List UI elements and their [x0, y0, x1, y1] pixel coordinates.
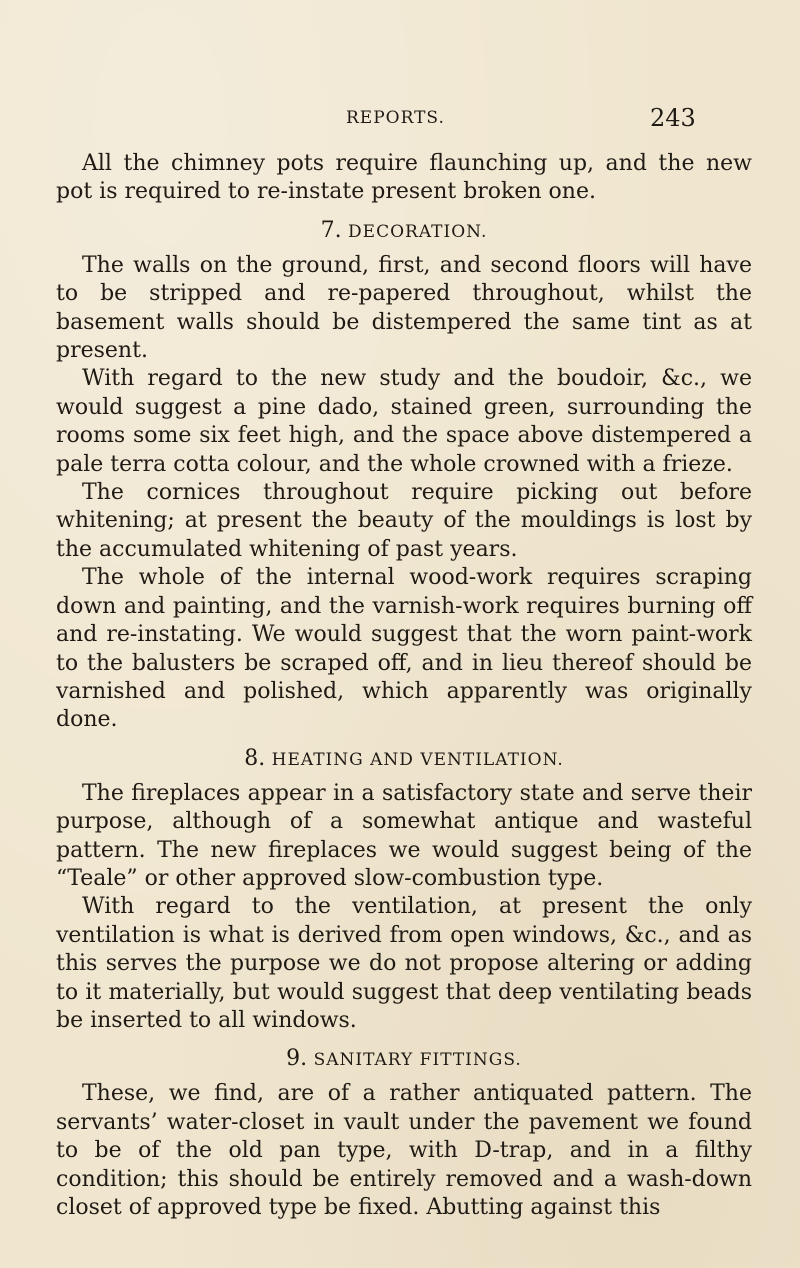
section-heading-sanitary — [56, 1045, 752, 1074]
section-title: HEATING AND VENTILATION. — [271, 749, 564, 770]
page-body — [56, 150, 752, 1222]
section-number: 8. — [244, 745, 266, 771]
running-head: REPORTS. — [346, 108, 445, 128]
section-title: DECORATION. — [348, 221, 488, 242]
section-number: 7. — [320, 217, 342, 243]
paragraph-ventilation: With regard to the ventilation, at present the only ventilation is what is derived from open windows, &c., and as this serves the purpose we do not propose altering or adding to it materially, but would suggest that deep ventilating beads be inserted to all windows. — [56, 894, 752, 1033]
paragraph-sanitary-fittings: These, we find, are of a rather antiquated pattern. The servants’ water-closet in vault under the pavement we found to be of the old pan type, with D-trap, and in a filthy condition; this should be entirely removed and a wash-down closet of approved type be fixed. Abutting against this — [56, 1081, 752, 1220]
section-heading-decoration — [56, 217, 752, 246]
section-title: SANITARY FITTINGS. — [313, 1050, 522, 1071]
paragraph-study-boudoir: With regard to the new study and the boudoir, &c., we would suggest a pine dado, stained green, surrounding the rooms some six feet high, and the space above distempered a pale terra cotta colour, and the whole crowned with a frieze. — [56, 366, 752, 477]
paragraph-walls: The walls on the ground, first, and second floors will have to be stripped and re-papered throughout, whilst the basement walls should be distempered the same tint as at present. — [56, 252, 752, 364]
paragraph-fireplaces: The fireplaces appear in a satisfactory state and serve their purpose, although of a somewhat antique and wasteful pattern. The new fireplaces we would suggest being of the “Teale” or other approved slow-combustion type. — [56, 780, 752, 891]
page-header — [0, 102, 800, 142]
paragraph-wood-work: The whole of the internal wood-work requires scraping down and painting, and the varnish-work requires burning off and re-instating. We would suggest that the worn paint-work to the balusters be scraped off, and in lieu thereof should be varnished and polished, which apparently was originally done. — [56, 565, 752, 733]
paragraph-cornices: The cornices throughout require picking out before whitening; at present the beauty of the mouldings is lost by the accumulated whitening of past years. — [56, 480, 752, 562]
page-number: 243 — [650, 104, 696, 132]
section-number: 9. — [286, 1046, 308, 1072]
paragraph-chimney-pots: All the chimney pots require flaunching up, and the new pot is required to re-instate present broken one. — [56, 151, 752, 205]
section-heading-heating — [56, 745, 752, 774]
